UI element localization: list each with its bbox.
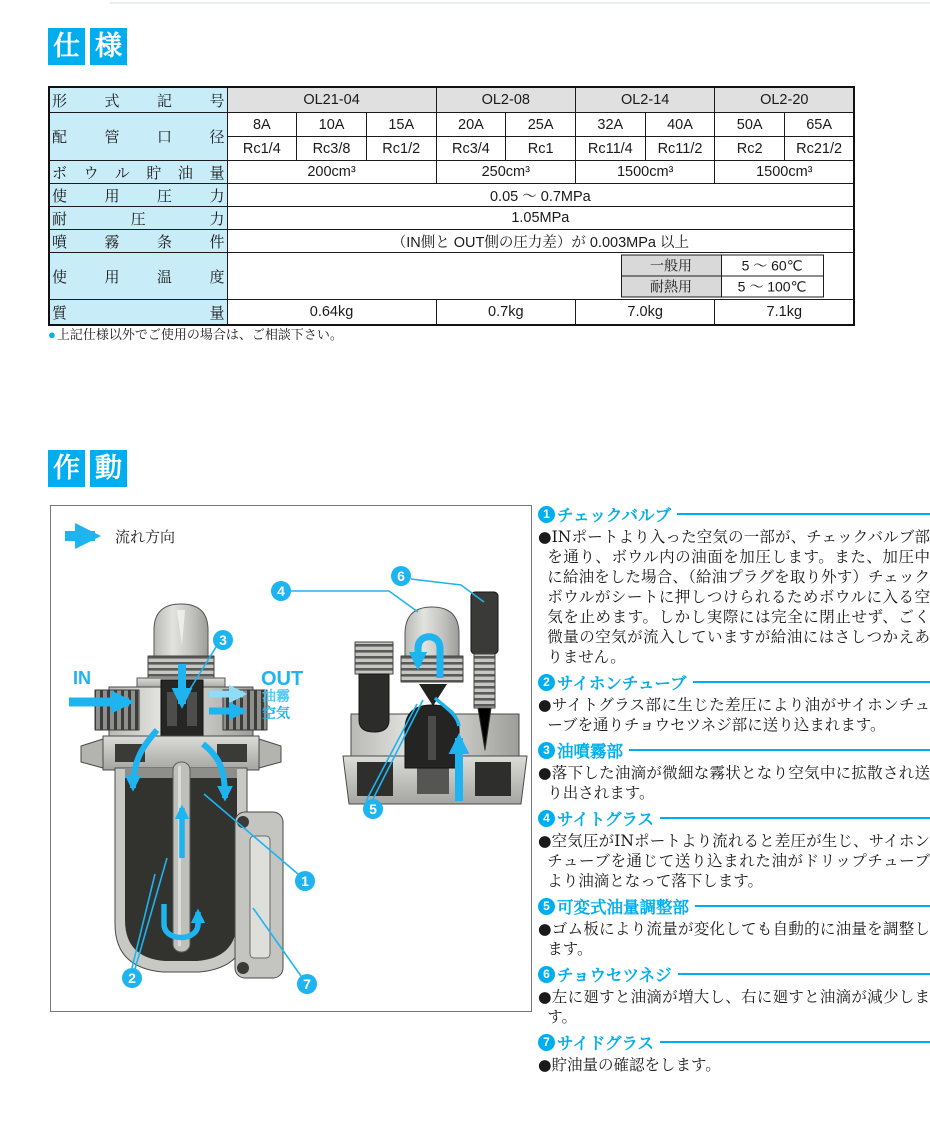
- callout-3: [213, 630, 233, 650]
- item-number-badge: 2: [538, 674, 555, 691]
- bore-rc-cell: Rc1/2: [366, 137, 436, 161]
- bore-a-cell: 10A: [297, 113, 367, 137]
- in-label: IN: [73, 668, 91, 688]
- table-row: [49, 161, 854, 184]
- bowl-cell: 200cm³: [227, 161, 436, 184]
- bore-rc-cell: Rc11/2: [645, 137, 715, 161]
- model-cell: OL2-20: [715, 87, 854, 113]
- item-body: ●左に廻すと油滴が増大し、右に廻すと油滴が減少します。: [538, 988, 930, 1026]
- item-number-badge: 3: [538, 742, 555, 759]
- item-title: 油噴霧部: [557, 743, 623, 761]
- svg-text:4: 4: [277, 583, 285, 599]
- bore-a-cell: 65A: [785, 113, 855, 137]
- temp-cell: [227, 253, 854, 300]
- bore-rc-cell: Rc2: [715, 137, 785, 161]
- action-badge-char: 作: [48, 450, 85, 487]
- spec-note: [48, 324, 343, 343]
- temp-heat-label: 耐熱用: [621, 276, 721, 297]
- bowl-cell: 250cm³: [436, 161, 575, 184]
- bore-a-cell: 50A: [715, 113, 785, 137]
- temp-inner-table: [621, 255, 824, 298]
- item-title: チェックバルブ: [557, 507, 672, 525]
- mass-cell: 0.7kg: [436, 300, 575, 326]
- title-rule: [629, 749, 930, 751]
- bore-a-cell: 20A: [436, 113, 506, 137]
- adjust-screw-threads: [474, 654, 495, 708]
- item-title: チョウセツネジ: [557, 967, 672, 985]
- title-rule: [693, 681, 930, 683]
- table-row: [49, 230, 854, 253]
- row-label-pressure: 使用圧力: [49, 184, 227, 207]
- table-row: [49, 184, 854, 207]
- op-item-adjust-screw: [538, 963, 930, 1027]
- bore-rc-cell: Rc21/2: [785, 137, 855, 161]
- bore-rc-cell: Rc3/4: [436, 137, 506, 161]
- filler-plug-knurl: [355, 642, 393, 674]
- model-cell: OL2-14: [575, 87, 714, 113]
- bore-rc-cell: Rc1/4: [227, 137, 297, 161]
- table-row: [49, 253, 854, 300]
- row-label-mass: 質量: [49, 300, 227, 326]
- bore-a-cell: 32A: [575, 113, 645, 137]
- item-body: ●空気圧がINポートより流れると差圧が生じ、サイホンチューブを通じて送り込まれた油がドリップチューブより油滴となって落下します。: [538, 832, 930, 890]
- operation-descriptions: [538, 503, 930, 1079]
- callout-4: [271, 581, 291, 601]
- mass-cell: 7.1kg: [715, 300, 854, 326]
- row-label-bore: 配管口径: [49, 113, 227, 161]
- svg-text:7: 7: [303, 976, 311, 992]
- in-port-threads: [95, 690, 139, 730]
- table-row: [49, 300, 854, 326]
- filler-plug-body: [359, 674, 389, 732]
- item-title: サイトグラス: [557, 811, 655, 829]
- table-row: [49, 113, 854, 137]
- out-label: OUT: [261, 668, 304, 690]
- spec-badge-char: 様: [90, 28, 127, 65]
- spec-section-badge: [48, 28, 127, 65]
- row-label-model: 形式記号: [49, 87, 227, 113]
- svg-text:2: 2: [128, 970, 136, 986]
- item-number-badge: 4: [538, 810, 555, 827]
- page-top-rule: [110, 2, 930, 4]
- item-body: ●INポートより入った空気の一部が、チェックバルブ部を通り、ボウル内の油面を加圧します。また、加圧中に給油をした場合、（給油プラグを取り外す）チェックボウルがシートに押しつけられるためボウルに入る空気を止めます。しかし実際には完全に閉止せず、ごく微量の空気が流入していますが給油にはさしつかえありません。: [538, 528, 930, 666]
- action-badge-char: 動: [90, 450, 127, 487]
- row-label-temp: 使用温度: [49, 253, 227, 300]
- spray-cell: （IN側と OUT側の圧力差）が 0.003MPa 以上: [227, 230, 854, 253]
- op-item-siphon-tube: [538, 671, 930, 735]
- op-item-sight-glass: [538, 807, 930, 891]
- op-item-side-glass: [538, 1031, 930, 1075]
- title-rule: [660, 1041, 930, 1043]
- svg-text:6: 6: [397, 568, 405, 584]
- item-number-badge: 7: [538, 1034, 555, 1051]
- model-cell: OL21-04: [227, 87, 436, 113]
- flow-direction-legend: [65, 529, 175, 546]
- item-title: サイホンチューブ: [557, 675, 687, 693]
- item-body: ●落下した油滴が微細な霧状となり空気中に拡散され送り出されます。: [538, 764, 930, 802]
- pressure-cell: 0.05 ～ 0.7MPa: [227, 184, 854, 207]
- callout-1: [295, 871, 315, 891]
- bore-a-cell: 15A: [366, 113, 436, 137]
- item-number-badge: 6: [538, 966, 555, 983]
- op-item-oil-adjuster: [538, 895, 930, 959]
- callout-5: [363, 799, 383, 819]
- air-label: 空気: [262, 705, 290, 721]
- title-rule: [678, 973, 930, 975]
- bowl-cell: 1500cm³: [715, 161, 854, 184]
- model-cell: OL2-08: [436, 87, 575, 113]
- bore-a-cell: 25A: [506, 113, 576, 137]
- mass-cell: 0.64kg: [227, 300, 436, 326]
- lubricator-cutaway-diagram: [51, 506, 531, 1011]
- temp-general-label: 一般用: [621, 255, 721, 276]
- svg-text:3: 3: [219, 632, 227, 648]
- bore-rc-cell: Rc3/8: [297, 137, 367, 161]
- bore-a-cell: 8A: [227, 113, 297, 137]
- note-text: 上記仕様以外でご使用の場合は、ご相談下さい。: [56, 327, 343, 342]
- op-item-check-valve: [538, 503, 930, 667]
- note-bullet: ●: [48, 327, 56, 342]
- item-body: ●サイトグラス部に生じた差圧により油がサイホンチューブを通りチョウセツネジ部に送り込まれます。: [538, 696, 930, 734]
- mass-cell: 7.0kg: [575, 300, 714, 326]
- row-label-proof: 耐圧力: [49, 207, 227, 230]
- adjust-screw-knurl: [471, 592, 498, 654]
- svg-text:5: 5: [369, 801, 377, 817]
- op-item-oil-mist: [538, 739, 930, 803]
- bore-rc-cell: Rc11/4: [575, 137, 645, 161]
- title-rule: [695, 905, 930, 907]
- callout-7: [297, 974, 317, 994]
- temp-heat-value: 5 ～ 100℃: [721, 276, 823, 297]
- bore-rc-cell: Rc1: [506, 137, 576, 161]
- table-row: [49, 87, 854, 113]
- sight-glass-dome: [405, 607, 459, 658]
- action-section-badge: [48, 450, 127, 487]
- callout-6: [391, 566, 411, 586]
- title-rule: [660, 817, 930, 819]
- bowl-cell: 1500cm³: [575, 161, 714, 184]
- temp-general-value: 5 ～ 60℃: [721, 255, 823, 276]
- svg-text:1: 1: [301, 873, 309, 889]
- row-label-spray: 噴霧条件: [49, 230, 227, 253]
- spec-badge-char: 仕: [48, 28, 85, 65]
- item-number-badge: 1: [538, 506, 555, 523]
- item-title: 可変式油量調整部: [557, 899, 689, 917]
- callout-2: [122, 968, 142, 988]
- item-body: ●貯油量の確認をします。: [538, 1056, 721, 1074]
- side-glass-bolt: [237, 962, 249, 974]
- main-unit-cutaway: [81, 604, 283, 978]
- operation-diagram: [50, 505, 532, 1012]
- oil-mist-label: 油霧: [262, 688, 290, 704]
- title-rule: [677, 513, 930, 515]
- row-label-bowl: ボウル貯油量: [49, 161, 227, 184]
- item-body: ●ゴム板により流量が変化しても自動的に油量を調整します。: [538, 920, 930, 958]
- side-glass-window: [250, 836, 270, 958]
- proof-cell: 1.05MPa: [227, 207, 854, 230]
- bore-a-cell: 40A: [645, 113, 715, 137]
- flow-direction-label: 流れ方向: [115, 529, 176, 546]
- item-title: サイドグラス: [557, 1035, 655, 1053]
- table-row: [49, 207, 854, 230]
- item-number-badge: 5: [538, 898, 555, 915]
- spec-table: [48, 86, 855, 326]
